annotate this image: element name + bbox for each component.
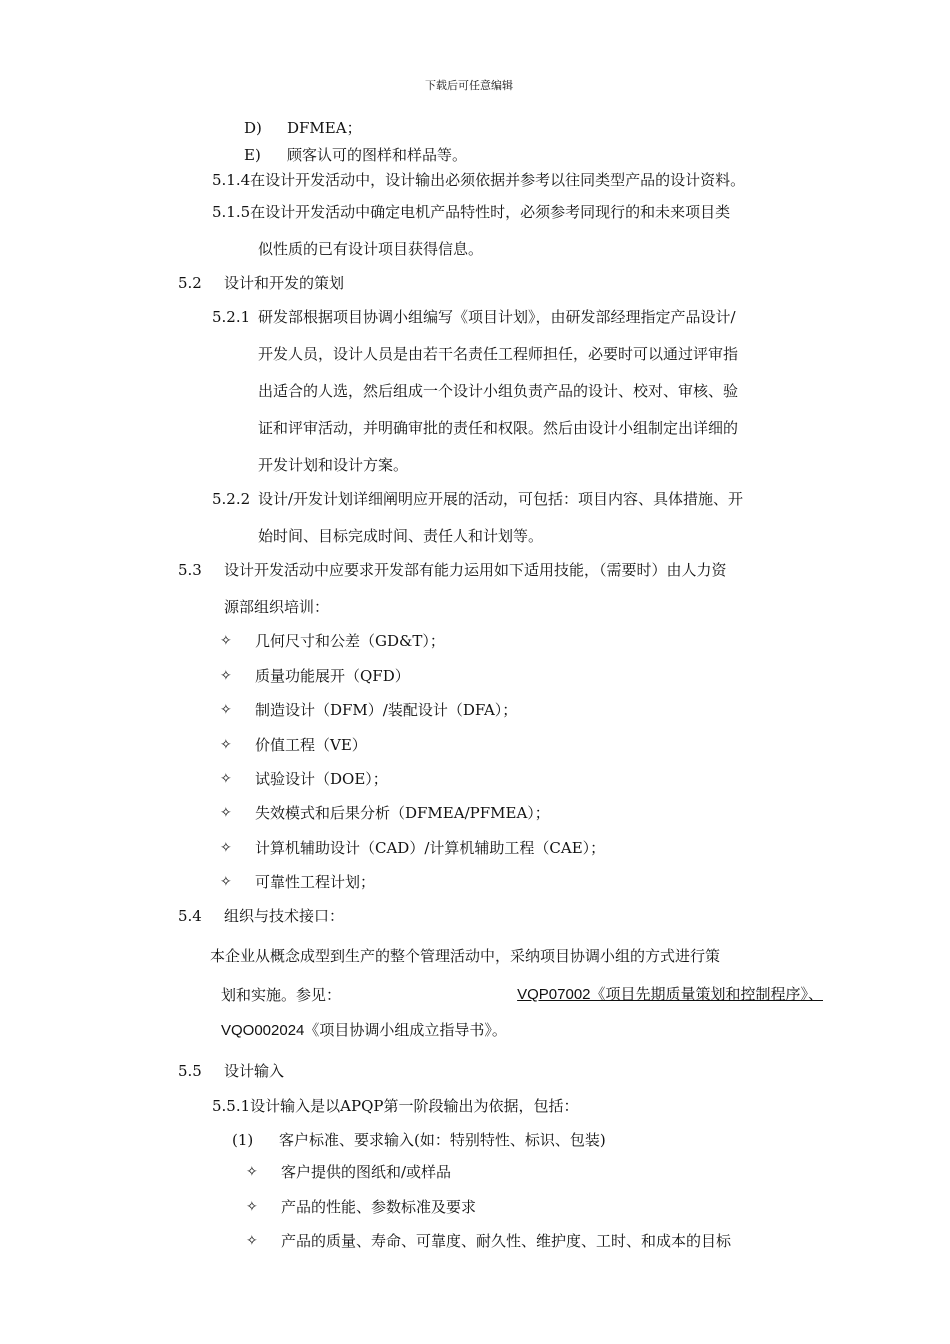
- bullet-icon: ✧: [220, 737, 232, 753]
- list-item-marker: E): [244, 146, 261, 164]
- bullet-icon: ✧: [220, 633, 232, 649]
- bullet-icon: ✧: [220, 771, 232, 787]
- section-number: 5.4: [178, 907, 202, 925]
- input-item: 客户提供的图纸和/或样品: [281, 1163, 452, 1181]
- skill-item: 制造设计（DFM）/装配设计（DFA）；: [255, 701, 518, 719]
- skill-item: 计算机辅助设计（CAD）/计算机辅助工程（CAE）；: [255, 839, 606, 857]
- section-5-3-line-1: 设计开发活动中应要求开发部有能力运用如下适用技能，（需要时）由人力资: [224, 561, 727, 579]
- sub-item-text: 客户标准、要求输入(如：特别特性、标识、包装): [279, 1131, 606, 1149]
- clause-5-1-5-line-2: 似性质的已有设计项目获得信息。: [258, 240, 484, 258]
- clause-5-2-2-line: 设计/开发计划详细阐明应开展的活动，可包括：项目内容、具体措施、开: [258, 490, 744, 508]
- input-item: 产品的质量、寿命、可靠度、耐久性、维护度、工时、和成本的目标: [281, 1232, 732, 1250]
- section-number: 5.5: [178, 1062, 202, 1080]
- section-title: 设计输入: [224, 1062, 285, 1080]
- skill-item: 质量功能展开（QFD）: [255, 667, 410, 685]
- clause-5-2-1-line: 研发部根据项目协调小组编写《项目计划》，由研发部经理指定产品设计/: [258, 308, 736, 326]
- list-item-marker: D): [244, 119, 262, 137]
- bullet-icon: ✧: [220, 840, 232, 856]
- skill-item: 几何尺寸和公差（GD&T）；: [255, 632, 445, 650]
- clause-5-5-1: 5.5.1设计输入是以APQP第一阶段输出为依据，包括：: [212, 1097, 579, 1115]
- clause-number: 5.2.2: [212, 490, 251, 508]
- section-number: 5.3: [178, 561, 202, 579]
- bullet-icon: ✧: [246, 1199, 258, 1215]
- clause-5-2-1-line: 开发计划和设计方案。: [258, 456, 409, 474]
- clause-number: 5.2.1: [212, 308, 251, 326]
- skill-item: 试验设计（DOE）；: [255, 770, 388, 788]
- section-5-4-paragraph-line-2: [221, 985, 823, 1005]
- clause-5-2-1-line: 出适合的人选，然后组成一个设计小组负责产品的设计、校对、审核、验: [258, 382, 739, 400]
- section-5-3-line-2: 源部组织培训：: [224, 598, 330, 616]
- section-5-4-paragraph-line-3: VQO002024《项目协调小组成立指导书》。: [221, 1022, 507, 1039]
- bullet-icon: ✧: [220, 702, 232, 718]
- page-header: 下载后可任意编辑: [425, 79, 513, 92]
- procedure-link[interactable]: VQP07002《项目先期质量策划和控制程序》、: [517, 986, 823, 1003]
- clause-5-2-1-line: 证和评审活动，并明确审批的责任和权限。然后由设计小组制定出详细的: [258, 419, 739, 437]
- bullet-icon: ✧: [220, 874, 232, 890]
- list-item-text: 顾客认可的图样和样品等。: [287, 146, 468, 164]
- skill-item: 失效模式和后果分析（DFMEA/PFMEA）；: [255, 804, 550, 822]
- bullet-icon: ✧: [220, 805, 232, 821]
- bullet-icon: ✧: [220, 668, 232, 684]
- skill-item: 价值工程（VE）: [255, 736, 367, 754]
- clause-5-2-1-line: 开发人员，设计人员是由若干名责任工程师担任，必要时可以通过评审指: [258, 345, 739, 363]
- sub-item-marker: (1): [232, 1131, 254, 1149]
- reference-prefix: 划和实施。参见：: [221, 986, 342, 1004]
- section-title: 设计和开发的策划: [224, 274, 345, 292]
- clause-5-1-5-line-1: 5.1.5在设计开发活动中确定电机产品特性时，必须参考同现行的和未来项目类: [212, 203, 731, 221]
- bullet-icon: ✧: [246, 1164, 258, 1180]
- section-title: 组织与技术接口：: [224, 907, 345, 925]
- section-number: 5.2: [178, 274, 202, 292]
- bullet-icon: ✧: [246, 1233, 258, 1249]
- clause-5-1-4: 5.1.4在设计开发活动中，设计输出必须依据并参考以往同类型产品的设计资料。: [212, 171, 746, 189]
- list-item-text: DFMEA；: [287, 119, 362, 137]
- skill-item: 可靠性工程计划；: [255, 873, 376, 891]
- clause-5-2-2-line: 始时间、目标完成时间、责任人和计划等。: [258, 527, 544, 545]
- section-5-4-paragraph-line-1: 本企业从概念成型到生产的整个管理活动中，采纳项目协调小组的方式进行策: [210, 947, 721, 965]
- input-item: 产品的性能、参数标准及要求: [281, 1198, 477, 1216]
